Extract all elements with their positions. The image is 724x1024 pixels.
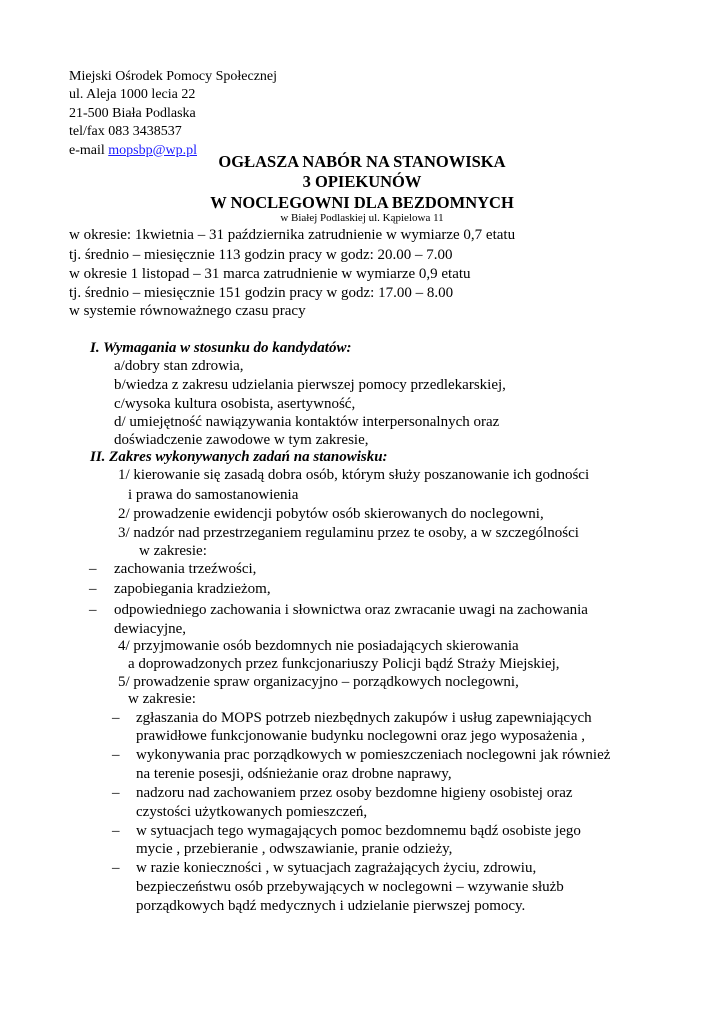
bullet-item-cont: czystości użytkowanych pomieszczeń, (136, 804, 368, 820)
requirement-item: b/wiedza z zakresu udzielania pierwszej pomocy przedlekarskiej, (114, 377, 506, 393)
term-line: tj. średnio – miesięcznie 113 godzin pracy w godz: 20.00 – 7.00 (69, 247, 453, 263)
bullet-item-cont: mycie , przebieranie , odwszawianie, pranie odzieży, (136, 841, 453, 857)
duty-line: 2/ prowadzenie ewidencji pobytów osób skierowanych do noclegowni, (118, 506, 544, 522)
bullet-item: zgłaszania do MOPS potrzeb niezbędnych zakupów i usług zapewniających (136, 710, 592, 726)
org-street: ul. Aleja 1000 lecia 22 (69, 87, 196, 103)
title-location: w Białej Podlaskiej ul. Kąpielowa 11 (280, 212, 444, 224)
org-name: Miejski Ośrodek Pomocy Społecznej (69, 69, 278, 84)
requirement-item: d/ umiejętność nawiązywania kontaktów interpersonalnych oraz (114, 414, 500, 430)
org-city: 21-500 Biała Podlaska (69, 105, 196, 121)
bullet-dash: – (112, 823, 120, 839)
section-1-heading: I. Wymagania w stosunku do kandydatów: (90, 340, 352, 356)
requirement-item: c/wysoka kultura osobista, asertywność, (114, 396, 356, 412)
bullet-dash: – (89, 561, 97, 577)
bullet-dash: – (112, 860, 120, 876)
bullet-item: nadzoru nad zachowaniem przez osoby bezdomne higieny osobistej oraz (136, 785, 573, 801)
bullet-item-cont: na terenie posesji, odśnieżanie oraz drobne naprawy, (136, 766, 452, 782)
duty-line: w zakresie: (128, 691, 196, 707)
duty-line: 5/ prowadzenie spraw organizacyjno – porządkowych noclegowni, (118, 674, 519, 690)
bullet-item-cont: porządkowych bądź medycznych i udzielanie pierwszej pomocy. (136, 898, 526, 914)
bullet-item: w razie konieczności , w sytuacjach zagrażających życiu, zdrowiu, (136, 860, 537, 876)
bullet-item: zachowania trzeźwości, (114, 561, 257, 577)
duty-line: 1/ kierowanie się zasadą dobra osób, którym służy poszanowanie ich godności (118, 467, 590, 483)
duty-line: 4/ przyjmowanie osób bezdomnych nie posiadających skierowania (118, 638, 519, 654)
bullet-item: odpowiedniego zachowania i słownictwa oraz zwracanie uwagi na zachowania (114, 602, 588, 618)
bullet-dash: – (89, 581, 97, 597)
bullet-dash: – (89, 602, 97, 618)
email-label: e-mail (69, 142, 109, 158)
duty-line: w zakresie: (139, 543, 207, 559)
requirement-item: doświadczenie zawodowe w tym zakresie, (114, 432, 369, 448)
organization-header (69, 68, 277, 160)
bullet-item: zapobiegania kradzieżom, (114, 581, 271, 597)
duty-line: i prawa do samostanowienia (128, 487, 299, 503)
bullet-item: w sytuacjach tego wymagających pomoc bezdomnemu bądź osobiste jego (136, 823, 581, 839)
term-line: w okresie 1 listopad – 31 marca zatrudnienie w wymiarze 0,9 etatu (69, 266, 471, 282)
bullet-item-cont: prawidłowe funkcjonowanie budynku noclegowni oraz jego wyposażenia , (136, 728, 586, 744)
term-line: w systemie równoważnego czasu pracy (69, 303, 306, 319)
duty-line: a doprowadzonych przez funkcjonariuszy Policji bądź Straży Miejskiej, (128, 656, 560, 672)
title-line-2: 3 OPIEKUNÓW (302, 172, 422, 191)
bullet-dash: – (112, 747, 120, 763)
org-phone: tel/fax 083 3438537 (69, 124, 182, 140)
term-line: w okresie: 1kwietnia – 31 października zatrudnienie w wymiarze 0,7 etatu (69, 227, 516, 243)
bullet-item-cont: dewiacyjne, (114, 621, 187, 637)
title-line-3: W NOCLEGOWNI DLA BEZDOMNYCH (210, 193, 514, 212)
duty-line: 3/ nadzór nad przestrzeganiem regulaminu przez te osoby, a w szczególności (118, 525, 579, 541)
term-line: tj. średnio – miesięcznie 151 godzin pracy w godz: 17.00 – 8.00 (69, 285, 454, 301)
bullet-item: wykonywania prac porządkowych w pomieszczeniach noclegowni jak również (136, 747, 611, 763)
bullet-dash: – (112, 710, 120, 726)
section-2-heading: II. Zakres wykonywanych zadań na stanowisku: (90, 449, 388, 465)
title-line-1: OGŁASZA NABÓR NA STANOWISKA (218, 152, 506, 171)
bullet-item-cont: bezpieczeństwu osób przebywających w noclegowni – wzywanie służb (136, 879, 564, 895)
requirement-item: a/dobry stan zdrowia, (114, 358, 244, 374)
bullet-dash: – (112, 785, 120, 801)
email-link[interactable]: mopsbp@wp.pl (108, 142, 197, 158)
